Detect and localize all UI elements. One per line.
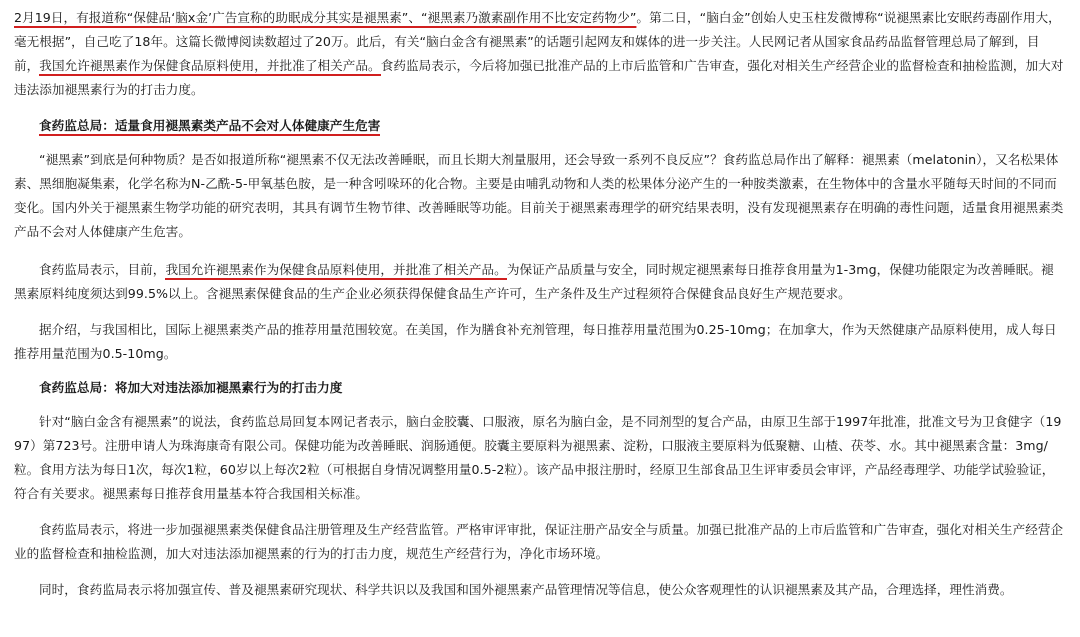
- paragraph-publicity: 同时，食药监局表示将加强宣传、普及褪黑素研究现状、科学共识以及我国和国外褪黑素产品管理情况等信息，使公众客观理性的认识褪黑素及其产品，合理选择，理性消费。: [39, 582, 1013, 597]
- paragraph-intro: [14, 6, 1064, 102]
- paragraph-international-dosage: 据介绍，与我国相比，国际上褪黑素类产品的推荐用量范围较宽。在美国，作为膳食补充剂管理，每日推荐用量范围为0.25-10mg；在加拿大，作为天然健康产品原料使用，成人每日推荐用量范围为0.5-10mg。: [14, 322, 1057, 361]
- paragraph-regulation: 食药监局表示，目前，我国允许褪黑素作为保健食品原料使用，并批准了相关产品。为保证产品质量与安全，同时规定褪黑素每日推荐食用量为1-3mg，保健功能限定为改善睡眠。褪黑素原料纯度须达到99.5%以上。含褪黑素保健食品的生产企业必须获得保健食品生产许可，生产条件及生产过程须符合保健食品良好生产规范要求。: [14, 262, 1054, 301]
- highlight-approval-statement-2: 我国允许褪黑素作为保健食品原料使用，并批准了相关产品。: [165, 262, 506, 280]
- highlight-approval-statement: 我国允许褪黑素作为保健食品原料使用，并批准了相关产品。: [39, 58, 380, 76]
- intro-text: 。第二日，“脑白金”创始人史玉柱发微博称“说褪黑素比安眠药毒副作用大，毫无根据”，自己吃了18年。这篇长微博阅读数超过了20万。此后，有关“脑白金含有褪黑素”的话题引起网友和媒体的进一步关注。人民网记者从国家食品药品监督管理总局了解到，目前，: [14, 10, 1061, 73]
- intro-text-tail: 食药监局表示，今后将加强已批准产品的上市后监管和广告审查，强化对相关生产经营企业的监督检查和抽检监测，加大对违法添加褪黑素行为的打击力度。: [14, 58, 1064, 97]
- section-heading-safety: 食药监总局：适量食用褪黑素类产品不会对人体健康产生危害: [14, 114, 1064, 138]
- paragraph-naobaijin-details: 针对“脑白金含有褪黑素”的说法，食药监总局回复本网记者表示，脑白金胶囊、口服液，原名为脑白金，是不同剂型的复合产品，由原卫生部于1997年批准，批准文号为卫食健字（1997）第723号。注册申请人为珠海康奇有限公司。保健功能为改善睡眠、润肠通便。胶囊主要原料为褪黑素、淀粉，口服液主要原料为低聚糖、山楂、茯苓、水。其中褪黑素含量：3mg/粒。食用方法为每日1次，每次1粒，60岁以上每次2粒（可根据自身情况调整用量0.5-2粒）。该产品申报注册时，经原卫生部食品卫生评审委员会审评，产品经毒理学、功能学试验验证，符合有关要求。褪黑素每日推荐食用量基本符合我国相关标准。: [14, 414, 1062, 501]
- paragraph-supervision: 食药监局表示，将进一步加强褪黑素类保健食品注册管理及生产经营监管。严格审评审批，保证注册产品安全与质量。加强已批准产品的上市后监管和广告审查，强化对相关生产经营企业的监督检查和抽检监测，加大对违法添加褪黑素的行为的打击力度，规范生产经营行为，净化市场环境。: [14, 522, 1064, 561]
- paragraph-melatonin-explanation: “褪黑素”到底是何种物质？是否如报道所称“褪黑素不仅无法改善睡眠，而且长期大剂量服用，还会导致一系列不良反应”？食药监总局作出了解释：褪黑素（melatonin），又名松果体素、黑细胞凝集素，化学名称为N-乙酰-5-甲氧基色胺，是一种含吲哚环的化合物。主要是由哺乳动物和人类的松果体分泌产生的一种胺类激素，在生物体中的含量水平随每天时间的不同而变化。国内外关于褪黑素生物学功能的研究表明，其具有调节生物节律、改善睡眠等功能。目前关于褪黑素毒理学的研究结果表明，没有发现褪黑素存在明确的毒性问题，适量食用褪黑素类产品不会对人体健康产生危害。: [14, 152, 1064, 239]
- highlight-report-claim: 2月19日，有报道称“保健品‘脑x金’广告宣称的助眠成分其实是褪黑素”、“褪黑素乃激素副作用不比安定药物少”: [14, 10, 637, 25]
- section-heading-enforcement: 食药监总局：将加大对违法添加褪黑素行为的打击力度: [39, 380, 343, 395]
